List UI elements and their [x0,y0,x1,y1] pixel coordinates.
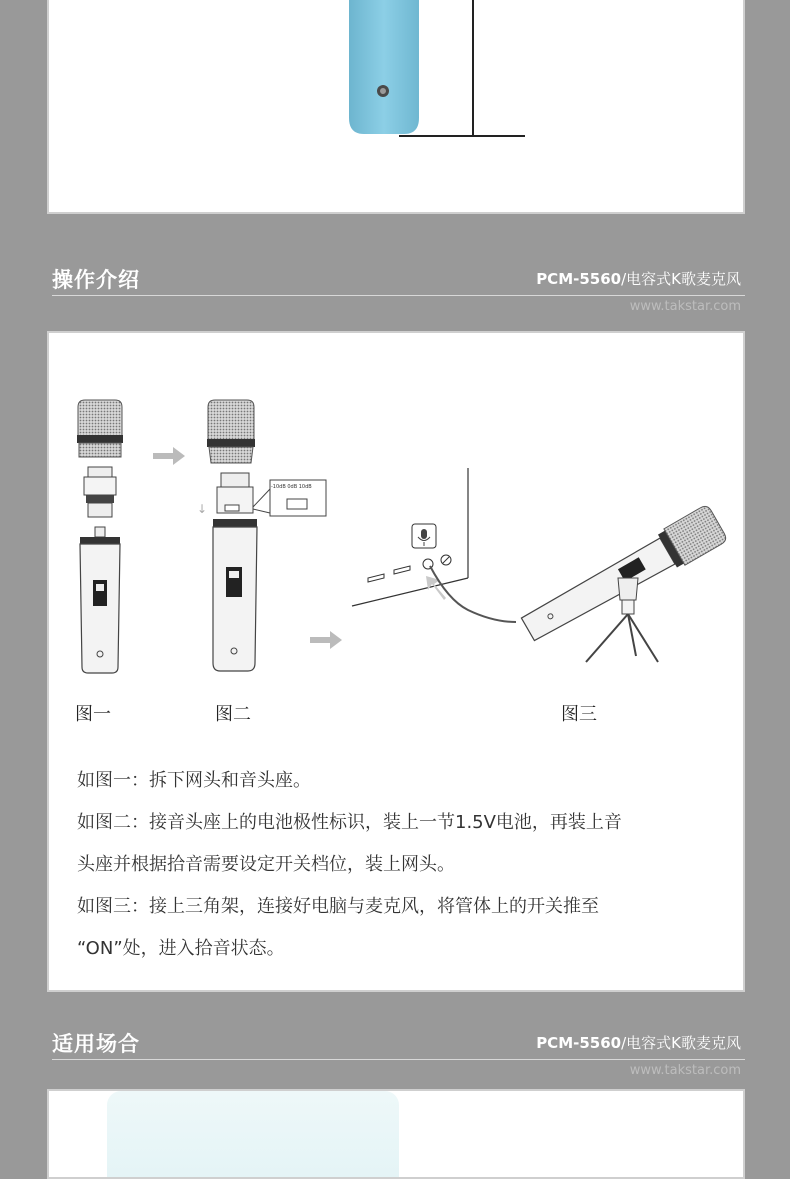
arrow-icon [153,446,185,466]
website-text: www.takstar.com [629,299,741,314]
arrow-icon [310,630,342,650]
divider [52,295,745,296]
usage-section-header [52,1028,745,1088]
divider [52,1059,745,1060]
website-text: www.takstar.com [629,1063,741,1078]
instruction-line: 如图三：接上三角架，连接好电脑与麦克风，将管体上的开关推至 [77,896,599,917]
instruction-line: 头座并根据拾音需要设定开关档位，装上网头。 [77,854,455,875]
instruction-line: 如图一：拆下网头和音头座。 [77,770,311,791]
figure-1-caption: 图一 [75,704,111,725]
microphone-stand-illustration [49,0,747,216]
svg-text:↓: ↓ [197,502,208,516]
model-label: PCM-5560/电容式K歌麦克风 [536,1034,741,1052]
switch-label: -10dB 0dB 10dB [271,484,312,490]
section-title: 操作介绍 [52,268,140,292]
operation-section-header [52,264,745,324]
figure-3-caption: 图三 [561,704,597,725]
instruction-line: 如图二：接音头座上的电池极性标识，装上一节1.5V电池，再装上音 [77,812,622,833]
top-illustration-panel [47,0,745,214]
figure-2-caption: 图二 [215,704,251,725]
section-title: 适用场合 [52,1032,140,1056]
instruction-line: “ON”处，进入拾音状态。 [77,938,285,959]
figure-1-disassembly [70,395,150,685]
figure-3-connection [348,460,738,690]
model-label: PCM-5560/电容式K歌麦克风 [536,270,741,288]
